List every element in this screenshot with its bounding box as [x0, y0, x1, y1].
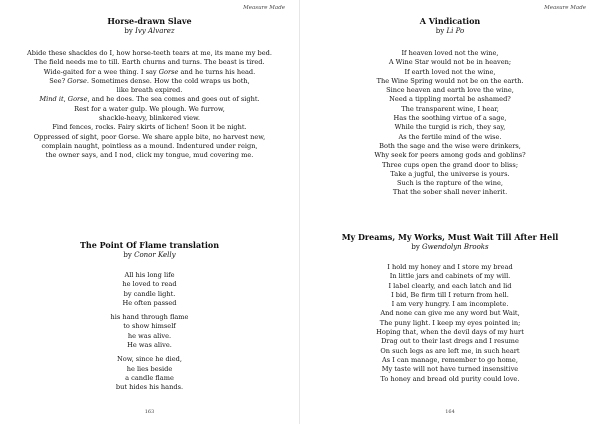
poem-line: In little jars and cabinets of my will. — [389, 272, 511, 281]
poem-line: The transparent wine, I hear, — [401, 104, 499, 113]
poem-line: The field needs me to till. Earth churns and turns. The beast is tired. — [34, 58, 265, 67]
poem-line: Hoping that, when the devil days of my hurt — [376, 328, 524, 337]
poem-line: he was alive. — [127, 331, 172, 340]
poem-line: by candle light. — [123, 289, 176, 298]
poem-line: Need a tippling mortal be ashamed? — [389, 95, 511, 104]
poem-a-vindication — [300, 16, 600, 198]
poem-line: I am very hungry. I am incomplete. — [391, 300, 509, 309]
by-label: by — [123, 251, 132, 259]
right-page — [300, 0, 600, 424]
poem-line: complain naught, pointless as a mound. Indentured under reign, — [41, 141, 258, 150]
poem-line: I bid, Be firm till I return from hell. — [391, 290, 509, 299]
poem-line: his hand through flame — [110, 313, 189, 322]
poem-line: If earth loved not the wine, — [404, 67, 496, 76]
poem-line: On such legs as are left me, in such heart — [380, 346, 520, 355]
poem-line: As I can manage, remember to go home, — [382, 355, 518, 364]
poem-line: Three cups open the grand door to bliss; — [381, 160, 519, 169]
poem-line: My taste will not have turned insensitive — [381, 365, 519, 374]
poem-line: A Wine Star would not be in heaven; — [388, 58, 512, 67]
poem-author: Li Po — [446, 27, 465, 35]
poem-line: Mind it, Gorse, and he does. The sea comes and goes out of sight. — [39, 95, 260, 104]
poem-line: the owner says, and I nod, click my tongue, mud covering me. — [45, 151, 254, 160]
poem-line: Take a jugful, the universe is yours. — [390, 169, 510, 178]
poem-line: Has the soothing virtue of a sage, — [393, 114, 507, 123]
poem-line: He was alive. — [127, 341, 172, 350]
poem-line: Wide-gaited for a wee thing. I say Gorse and he turns his head. — [43, 67, 256, 76]
poem-point-of-flame — [0, 240, 299, 393]
poem-line: Rest for a water gulp. We plough. We furrow, — [74, 104, 225, 113]
poem-line: As the fertile mind of the wise. — [398, 132, 502, 141]
poem-line: he lies beside — [126, 364, 173, 373]
poem-author-line — [0, 250, 299, 260]
poem-line: I label clearly, and each latch and lid — [388, 281, 512, 290]
poem-line: shackle-heavy, blinkered view. — [99, 114, 200, 123]
poem-body — [300, 49, 600, 198]
poem-body — [0, 271, 299, 393]
poem-line: While the turgid is rich, they say, — [394, 123, 506, 132]
poem-title: My Dreams, My Works, Must Wait Till After Hell — [341, 232, 559, 242]
poem-line: like breath expired. — [116, 86, 183, 95]
poem-line: he loved to read — [122, 280, 177, 289]
poem-line: He often passed — [122, 298, 177, 307]
poem-line: to show himself — [123, 322, 176, 331]
poem-author: Conor Kelly — [134, 251, 176, 259]
poem-line: See? Gorse. Sometimes dense. How the cold wraps us both, — [49, 76, 250, 85]
poem-line: And none can give me any word but Wait, — [380, 309, 520, 318]
poem-body — [300, 263, 600, 384]
poem-line: That the sober shall never inherit. — [392, 188, 508, 197]
by-label: by — [435, 27, 445, 35]
poem-line: Both the sage and the wise were drinkers, — [379, 141, 521, 150]
poem-line: The Wine Spring would not be on the earth. — [376, 76, 524, 85]
poem-author-line — [300, 242, 600, 252]
poem-line: Why seek for peers among gods and goblins? — [374, 151, 526, 160]
poem-title: Horse-drawn Slave — [107, 16, 192, 26]
poem-title: The Point Of Flame translation — [79, 240, 220, 250]
poem-line: Oppressed of sight, poor Gorse. We share apple bite, no harvest new, — [33, 132, 266, 141]
poem-line: Find fences, rocks. Fairy skirts of lichen! Soon it be night. — [52, 123, 247, 132]
page-number: 164 — [445, 409, 455, 415]
poem-line: Since heaven and earth love the wine, — [386, 86, 514, 95]
running-header: Measure Made — [243, 5, 285, 11]
by-label: by — [411, 243, 420, 251]
poem-author-line — [0, 26, 299, 36]
poem-line: To honey and bread old purity could love. — [380, 374, 520, 383]
poem-title: A Vindication — [419, 16, 481, 26]
poem-body — [0, 49, 299, 161]
poem-line: but hides his hands. — [115, 383, 184, 392]
poem-line: The puny light. I keep my eyes pointed in; — [379, 318, 521, 327]
poem-author: Ivy Alvarez — [135, 27, 175, 35]
poem-my-dreams-my-works — [300, 232, 600, 384]
poem-horse-drawn-slave — [0, 16, 299, 161]
poem-line: If heaven loved not the wine, — [401, 49, 499, 57]
poem-author: Gwendolyn Brooks — [422, 243, 489, 251]
by-label: by — [124, 27, 133, 35]
poem-line: Now, since he died, — [116, 355, 183, 364]
running-header: Measure Made — [544, 5, 586, 11]
poem-line: Such is the rapture of the wine, — [396, 179, 504, 188]
poem-line: a candle flame — [125, 373, 174, 382]
page-number: 163 — [144, 409, 155, 415]
poem-line: Drag out to their last dregs and I resume — [381, 337, 519, 346]
poem-line: Abide these shackles do I, how horse-teeth tears at me, its mane my bed. — [27, 49, 272, 57]
poem-author-line — [300, 26, 600, 36]
poem-line: I hold my honey and I store my bread — [387, 263, 513, 271]
poem-line: All his long life — [124, 271, 175, 279]
